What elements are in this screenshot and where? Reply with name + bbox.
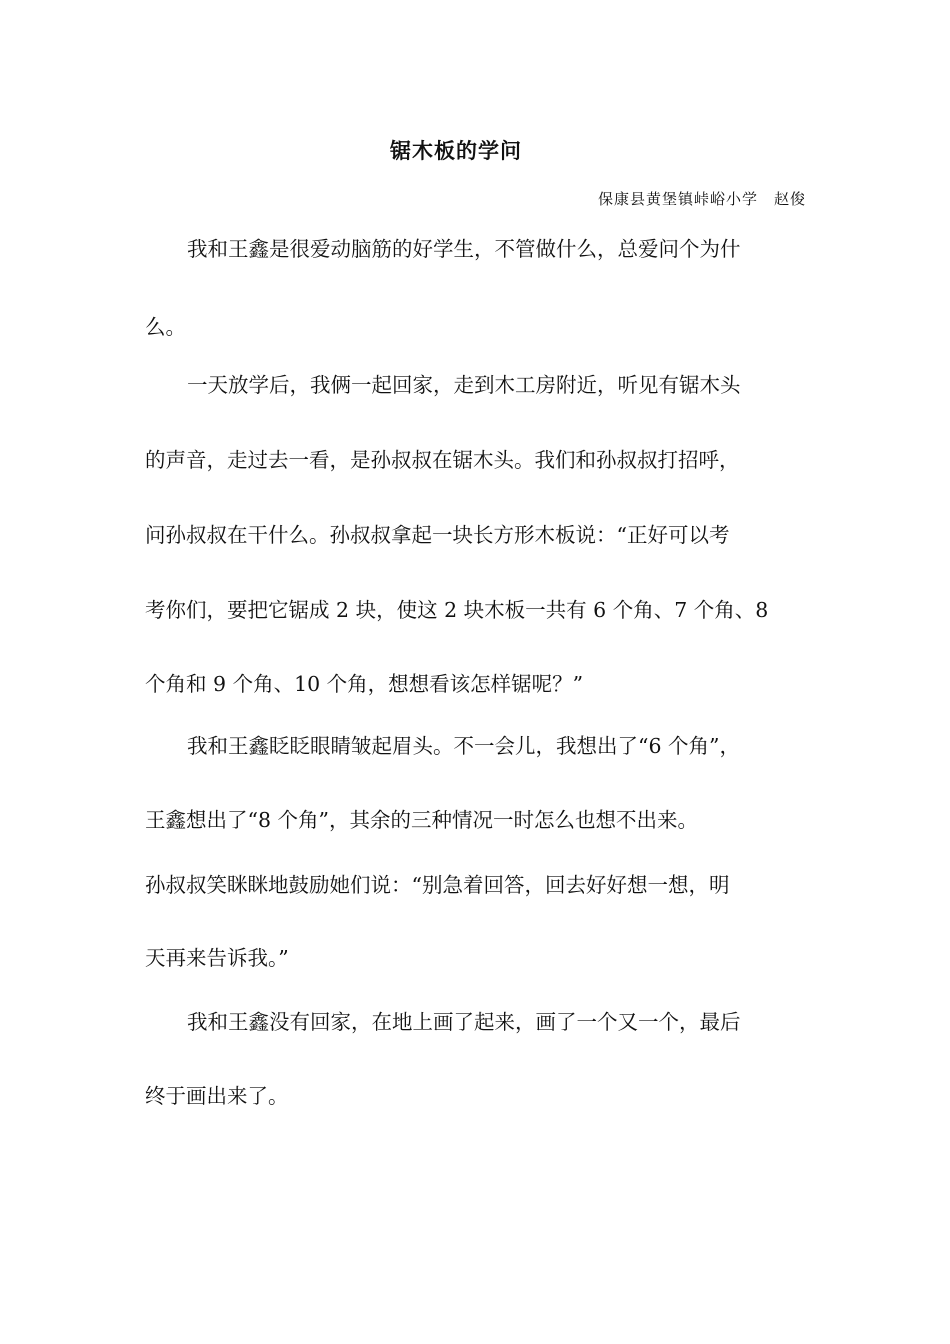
text-line: 么。 xyxy=(145,315,186,339)
text-line: 的声音，走过去一看，是孙叔叔在锯木头。我们和孙叔叔打招呼， xyxy=(145,448,740,472)
author-line: 保康县黄堡镇峠峪小学 赵俊 xyxy=(597,190,806,208)
text-line: 我和王鑫没有回家，在地上画了起来，画了一个又一个，最后 xyxy=(187,1010,741,1034)
text-line: 王鑫想出了“8 个角”，其余的三种情况一时怎么也想不出来。 xyxy=(145,808,699,832)
text-line: 孙叔叔笑眯眯地鼓励她们说：“别急着回答，回去好好想一想，明 xyxy=(145,873,730,897)
text-line: 终于画出来了。 xyxy=(145,1084,289,1108)
text-line: 天再来告诉我。” xyxy=(145,946,289,970)
text-line: 个角和 9 个角、10 个角，想想看该怎样锯呢？” xyxy=(145,672,584,696)
page-title: 锯木板的学问 xyxy=(390,139,522,163)
text-line: 我和王鑫眨眨眼睛皱起眉头。不一会儿，我想出了“6 个角”， xyxy=(187,734,741,758)
text-line: 一天放学后，我俩一起回家，走到木工房附近，听见有锯木头 xyxy=(187,373,741,397)
text-line: 问孙叔叔在干什么。孙叔叔拿起一块长方形木板说：“正好可以考 xyxy=(145,523,730,547)
text-line: 考你们，要把它锯成 2 块，使这 2 块木板一共有 6 个角、7 个角、8 xyxy=(145,598,769,622)
text-line: 我和王鑫是很爱动脑筋的好学生，不管做什么，总爱问个为什 xyxy=(187,237,741,261)
